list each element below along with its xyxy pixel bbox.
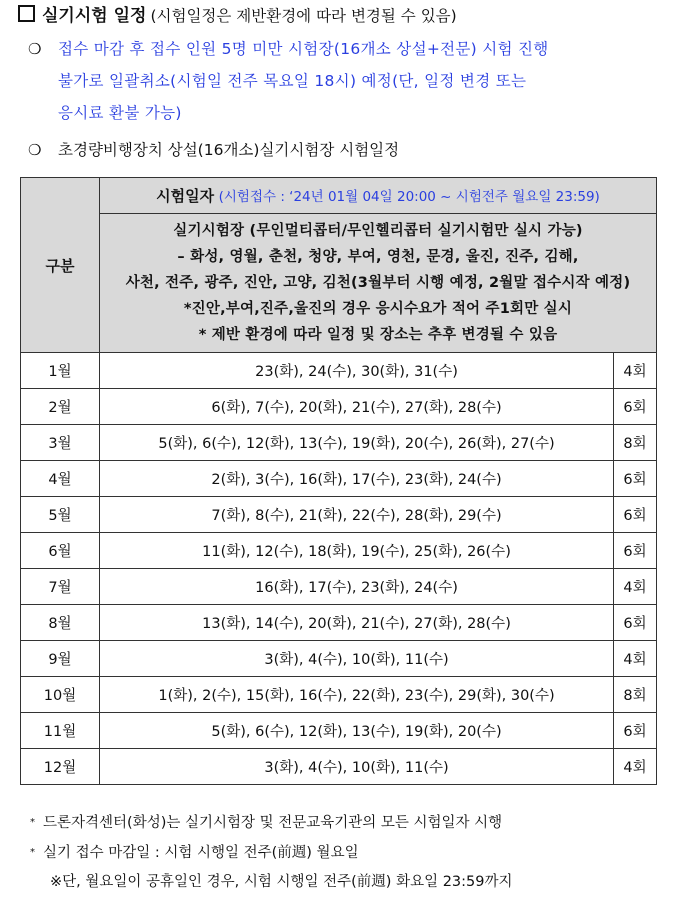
bullet-schedule-heading (28, 134, 399, 166)
month-cell: 3월 (21, 425, 100, 461)
count-cell: 4회 (614, 569, 657, 605)
footnote-text: 실기 접수 마감일 : 시험 시행일 전주(前週) 월요일 (43, 845, 359, 861)
venue-line: *진안,부여,진주,울진의 경우 응시수요가 적어 주1회만 실시 (183, 301, 573, 317)
venue-line: * 제반 환경에 따라 일정 및 장소는 추후 변경될 수 있음 (198, 327, 558, 343)
dates-cell: 5(화), 6(수), 12(화), 13(수), 19(화), 20(수) (100, 713, 614, 749)
table-row (21, 713, 657, 749)
table-row (21, 353, 657, 389)
asterisk-icon: * (30, 847, 35, 858)
footnote (30, 808, 513, 838)
count-cell: 8회 (614, 677, 657, 713)
table-row (21, 605, 657, 641)
table-row (21, 677, 657, 713)
table-row (21, 497, 657, 533)
dates-cell: 11(화), 12(수), 18(화), 19(수), 25(화), 26(수) (100, 533, 614, 569)
footnotes (30, 808, 513, 897)
footnote (30, 838, 513, 868)
date-header-note: (시험접수 : ‘24년 01월 04일 20:00 ~ 시험전주 월요일 23:59) (218, 189, 600, 205)
bullet-line: 불가로 일괄취소(시험일 전주 목요일 18시) 예정(단, 일정 변경 또는 (58, 72, 527, 90)
date-header (100, 178, 657, 214)
dates-cell: 23(화), 24(수), 30(화), 31(수) (100, 353, 614, 389)
dates-cell: 13(화), 14(수), 20(화), 21(수), 27(화), 28(수) (100, 605, 614, 641)
venue-line: 실기시험장 (무인멀티콥터/무인헬리콥터 실기시험만 실시 가능) (173, 223, 583, 239)
checkbox-square-icon (18, 5, 35, 22)
dates-cell: 7(화), 8(수), 21(화), 22(수), 28(화), 29(수) (100, 497, 614, 533)
venue-line: – 화성, 영월, 춘천, 청양, 부여, 영천, 문경, 울진, 진주, 김해, (177, 249, 579, 265)
count-cell: 6회 (614, 533, 657, 569)
category-header: 구분 (21, 178, 100, 353)
month-cell: 7월 (21, 569, 100, 605)
dates-cell: 5(화), 6(수), 12(화), 13(수), 19(화), 20(수), 26(화), 27(수) (100, 425, 614, 461)
circle-bullet-icon: ❍ (28, 141, 42, 159)
month-cell: 9월 (21, 641, 100, 677)
count-cell: 6회 (614, 497, 657, 533)
month-cell: 2월 (21, 389, 100, 425)
month-cell: 1월 (21, 353, 100, 389)
circle-bullet-icon: ❍ (28, 40, 42, 58)
table-row (21, 641, 657, 677)
dates-cell: 16(화), 17(수), 23(화), 24(수) (100, 569, 614, 605)
section-title (18, 4, 457, 28)
month-cell: 4월 (21, 461, 100, 497)
count-cell: 4회 (614, 353, 657, 389)
footnote-sub (30, 868, 513, 897)
dates-cell: 6(화), 7(수), 20(화), 21(수), 27(화), 28(수) (100, 389, 614, 425)
asterisk-icon: * (30, 817, 35, 828)
month-cell: 6월 (21, 533, 100, 569)
table-row (21, 425, 657, 461)
count-cell: 6회 (614, 389, 657, 425)
month-cell: 12월 (21, 749, 100, 785)
month-cell: 10월 (21, 677, 100, 713)
footnote-text: ※단, 월요일이 공휴일인 경우, 시험 시행일 전주(前週) 화요일 23:59까지 (50, 874, 513, 890)
header-row (21, 178, 657, 214)
title-main: 실기시험 일정 (42, 6, 147, 26)
count-cell: 6회 (614, 713, 657, 749)
venue-line: 사천, 전주, 광주, 진안, 고양, 김천(3월부터 시행 예정, 2월말 접수시작 예정) (125, 275, 631, 291)
footnote-text: 드론자격센터(화성)는 실기시험장 및 전문교육기관의 모든 시험일자 시행 (43, 815, 503, 831)
venue-row (21, 214, 657, 353)
venue-info (100, 214, 657, 353)
count-cell: 6회 (614, 605, 657, 641)
month-cell: 5월 (21, 497, 100, 533)
count-cell: 4회 (614, 641, 657, 677)
count-cell: 6회 (614, 461, 657, 497)
bullet-cancellation-notice (28, 33, 668, 129)
table-row (21, 533, 657, 569)
exam-schedule-table (20, 177, 657, 785)
table-row (21, 749, 657, 785)
month-cell: 8월 (21, 605, 100, 641)
bullet-line: 접수 마감 후 접수 인원 5명 미만 시험장(16개소 상설+전문) 시험 진행 (58, 40, 549, 58)
dates-cell: 3(화), 4(수), 10(화), 11(수) (100, 641, 614, 677)
dates-cell: 1(화), 2(수), 15(화), 16(수), 22(화), 23(수), 29(화), 30(수) (100, 677, 614, 713)
count-cell: 8회 (614, 425, 657, 461)
table-row (21, 569, 657, 605)
bullet-line: 응시료 환불 가능) (58, 104, 182, 122)
month-cell: 11월 (21, 713, 100, 749)
table-row (21, 389, 657, 425)
table-row (21, 461, 657, 497)
dates-cell: 3(화), 4(수), 10(화), 11(수) (100, 749, 614, 785)
bullet-text: 초경량비행장치 상설(16개소)실기시험장 시험일정 (58, 141, 400, 159)
title-note: (시험일정은 제반환경에 따라 변경될 수 있음) (150, 7, 457, 25)
date-header-label: 시험일자 (156, 187, 215, 205)
count-cell: 4회 (614, 749, 657, 785)
dates-cell: 2(화), 3(수), 16(화), 17(수), 23(화), 24(수) (100, 461, 614, 497)
